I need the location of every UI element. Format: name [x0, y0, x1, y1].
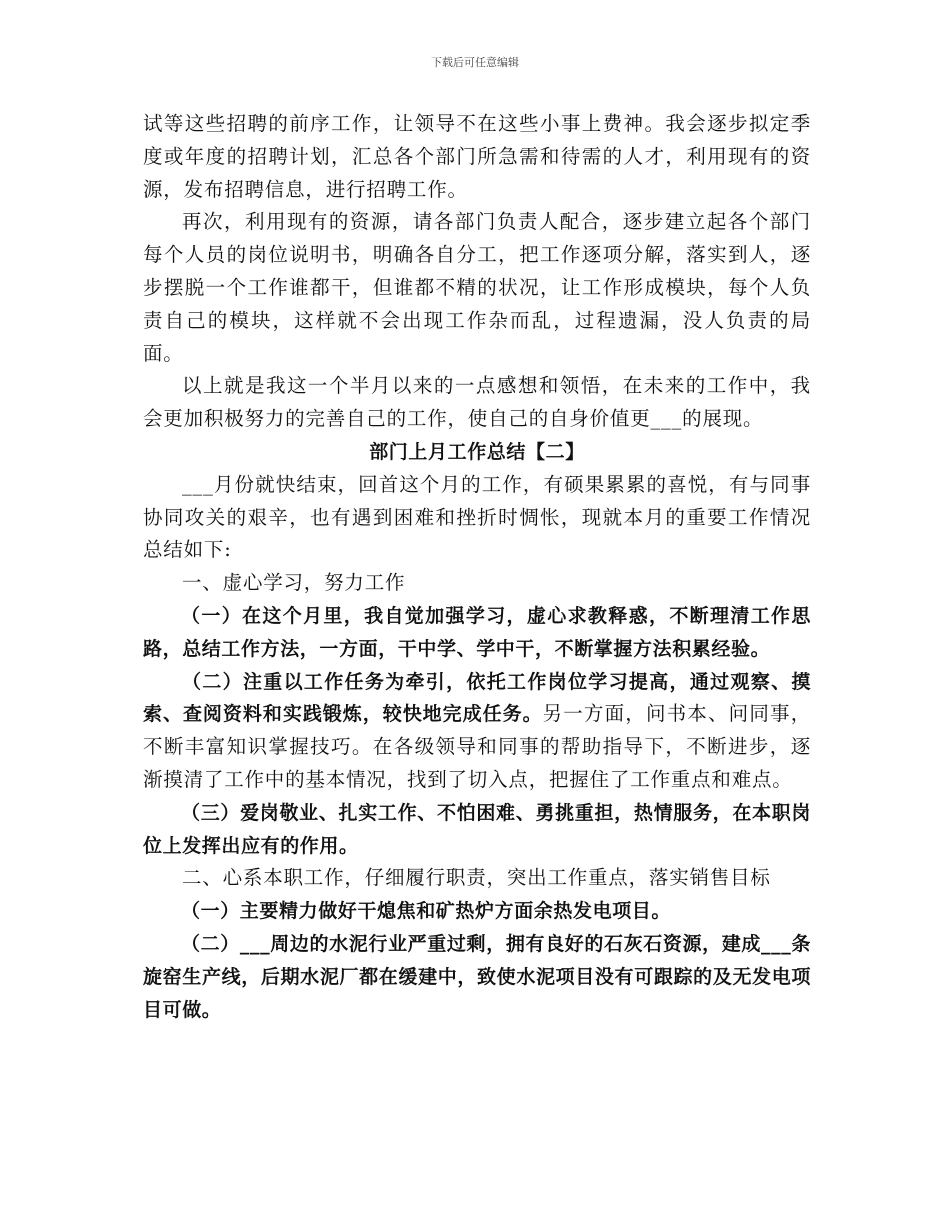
list-item-3: （三）爱岗敬业、扎实工作、不怕困难、勇挑重担，热情服务，在本职岗位上发挥出应有的作用。 [143, 801, 811, 857]
page-header: 下载后可任意编辑 [431, 56, 519, 69]
list-item-1: （一）在这个月里，我自觉加强学习，虚心求教释惑，不断理清工作思路，总结工作方法，一方面，干中学、学中干，不断掌握方法积累经验。 [143, 604, 811, 660]
list-item-5: （二）___周边的水泥行业严重过剩，拥有良好的石灰石资源，建成___条旋窑生产线，后期水泥厂都在缓建中，致使水泥项目没有可跟踪的及无发电项目可做。 [143, 932, 811, 1021]
list-item-2-bold: （二）注重以工作任务为牵引，依托工作岗位学习提高，通过观察、摸索、查阅资料和实践锻炼，较快地完成任务。 [143, 670, 811, 726]
section-title: 部门上月工作总结【二】 [369, 440, 585, 463]
heading-study: 一、虚心学习，努力工作 [182, 571, 406, 595]
paragraph-job-descriptions: 再次，利用现有的资源，请各部门负责人配合，逐步建立起各个部门每个人员的岗位说明书，明确各自分工，把工作逐项分解，落实到人，逐步摆脱一个工作谁都干，但谁都不精的状况，让工作形成模块，每个人负责自己的模块，这样就不会出现工作杂而乱，过程遗漏，没人负责的局面。 [143, 210, 811, 365]
list-item-2 [143, 666, 811, 797]
list-item-2-normal: 另一方面，问书本、问同事，不断丰富知识掌握技巧。在各级领导和同事的帮助指导下，不断进步，逐渐摸清了工作中的基本情况，找到了切入点，把握住了工作重点和难点。 [143, 702, 811, 791]
paragraph-recruitment: 试等这些招聘的前序工作，让领导不在这些小事上费神。我会逐步拟定季度或年度的招聘计划，汇总各个部门所急需和待需的人才，利用现有的资源，发布招聘信息，进行招聘工作。 [143, 112, 811, 201]
heading-duties: 二、心系本职工作，仔细履行职责，突出工作重点，落实销售目标 [182, 866, 771, 890]
paragraph-conclusion: 以上就是我这一个半月以来的一点感想和领悟，在未来的工作中，我会更加积极努力的完善自己的工作，使自己的自身价值更___的展现。 [143, 374, 811, 431]
list-item-4: （一）主要精力做好干熄焦和矿热炉方面余热发电项目。 [181, 900, 672, 923]
document-body [143, 108, 811, 1026]
paragraph-month-intro: ___月份就快结束，回首这个月的工作，有硕果累累的喜悦，有与同事协同攻关的艰辛，也有遇到困难和挫折时惆怅，现就本月的重要工作情况总结如下: [143, 472, 811, 562]
